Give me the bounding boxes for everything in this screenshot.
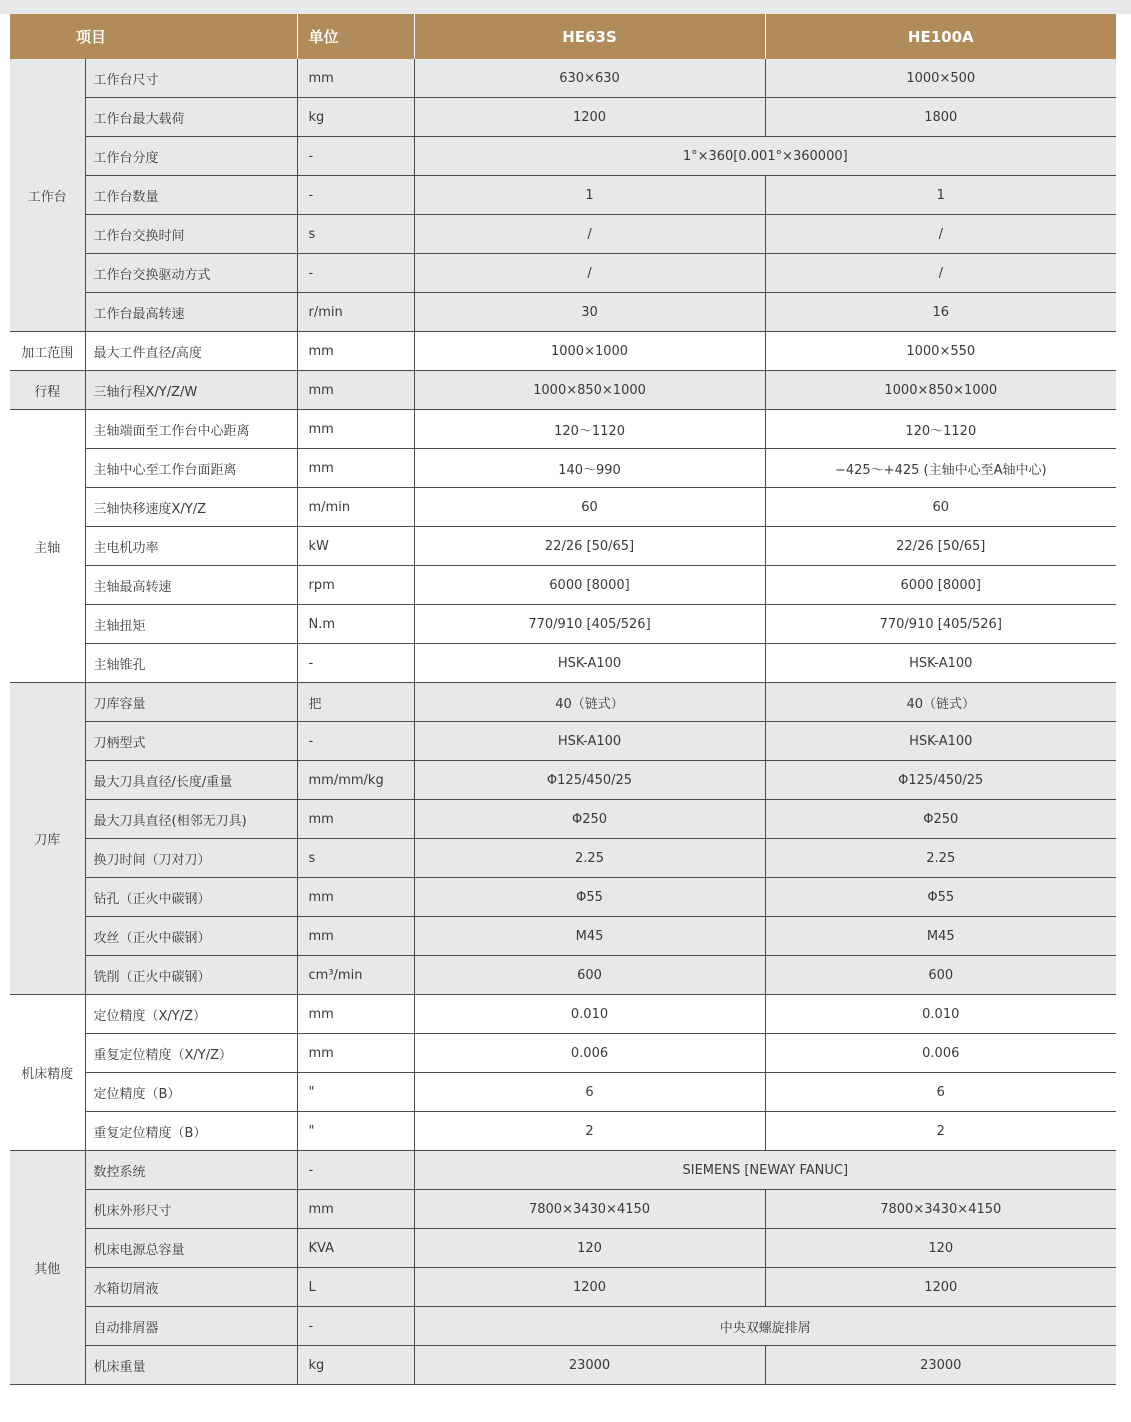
spec-value-model-1: HSK-A100 (414, 722, 765, 761)
spec-item: 换刀时间（刀对刀） (85, 839, 297, 878)
spec-unit: - (297, 137, 414, 176)
spec-value-model-1: 22/26 [50/65] (414, 527, 765, 566)
spec-unit: kg (297, 98, 414, 137)
spec-value-model-2: 6000 [8000] (765, 566, 1116, 605)
spec-value-model-1: 6 (414, 1073, 765, 1112)
spec-item: 三轴行程X/Y/Z/W (85, 371, 297, 410)
spec-item: 主轴端面至工作台中心距离 (85, 410, 297, 449)
spec-unit: kg (297, 1346, 414, 1385)
spec-unit: mm (297, 1190, 414, 1229)
spec-value-model-1: Φ250 (414, 800, 765, 839)
group-label: 刀库 (10, 683, 85, 995)
spec-row (10, 1151, 1116, 1190)
spec-value-model-1: Φ55 (414, 878, 765, 917)
spec-value-model-1: / (414, 215, 765, 254)
spec-row (10, 839, 1116, 878)
spec-value-model-1: 1 (414, 176, 765, 215)
spec-item: 工作台数量 (85, 176, 297, 215)
spec-value-model-2: 1200 (765, 1268, 1116, 1307)
spec-row (10, 1229, 1116, 1268)
spec-item: 钻孔（正火中碳钢） (85, 878, 297, 917)
spec-value-model-1: 2.25 (414, 839, 765, 878)
spec-value-shared: 中央双螺旋排屑 (414, 1307, 1116, 1346)
spec-row (10, 410, 1116, 449)
spec-row (10, 761, 1116, 800)
spec-value-model-1: 60 (414, 488, 765, 527)
spec-value-model-2: 770/910 [405/526] (765, 605, 1116, 644)
spec-row (10, 1268, 1116, 1307)
spec-unit: " (297, 1073, 414, 1112)
spec-value-model-2: HSK-A100 (765, 722, 1116, 761)
spec-value-model-1: 0.010 (414, 995, 765, 1034)
spec-item: 机床外形尺寸 (85, 1190, 297, 1229)
spec-row (10, 800, 1116, 839)
spec-value-model-2: 1 (765, 176, 1116, 215)
spec-row (10, 878, 1116, 917)
spec-value-model-1: Φ125/450/25 (414, 761, 765, 800)
spec-value-model-1: 7800×3430×4150 (414, 1190, 765, 1229)
group-label: 机床精度 (10, 995, 85, 1151)
spec-value-model-2: 16 (765, 293, 1116, 332)
spec-row (10, 1034, 1116, 1073)
spec-unit: mm (297, 995, 414, 1034)
spec-value-model-1: / (414, 254, 765, 293)
spec-item: 工作台交换时间 (85, 215, 297, 254)
group-label: 加工范围 (10, 332, 85, 371)
spec-value-model-2: / (765, 254, 1116, 293)
spec-item: 定位精度（X/Y/Z） (85, 995, 297, 1034)
spec-item: 自动排屑器 (85, 1307, 297, 1346)
header-unit: 单位 (297, 14, 414, 59)
spec-item: 工作台交换驱动方式 (85, 254, 297, 293)
spec-row (10, 566, 1116, 605)
spec-row (10, 995, 1116, 1034)
spec-unit: m/min (297, 488, 414, 527)
spec-unit: - (297, 176, 414, 215)
spec-value-model-2: 1000×500 (765, 59, 1116, 98)
spec-unit: mm (297, 1034, 414, 1073)
spec-value-model-2: 40（链式） (765, 683, 1116, 722)
spec-item: 最大刀具直径(相邻无刀具) (85, 800, 297, 839)
spec-value-model-1: 140～990 (414, 449, 765, 488)
spec-item: 铣削（正火中碳钢） (85, 956, 297, 995)
spec-value-model-2: 2.25 (765, 839, 1116, 878)
spec-unit: mm/mm/kg (297, 761, 414, 800)
spec-value-model-2: Φ125/450/25 (765, 761, 1116, 800)
header-model-1: HE63S (414, 14, 765, 59)
group-label: 工作台 (10, 59, 85, 332)
spec-row (10, 59, 1116, 98)
spec-row (10, 1112, 1116, 1151)
spec-value-model-2: 23000 (765, 1346, 1116, 1385)
spec-row (10, 293, 1116, 332)
spec-value-model-2: 0.006 (765, 1034, 1116, 1073)
spec-value-model-1: 120 (414, 1229, 765, 1268)
spec-value-model-1: 770/910 [405/526] (414, 605, 765, 644)
group-label: 其他 (10, 1151, 85, 1385)
spec-item: 刀库容量 (85, 683, 297, 722)
spec-unit: " (297, 1112, 414, 1151)
spec-value-model-1: 0.006 (414, 1034, 765, 1073)
spec-unit: s (297, 215, 414, 254)
spec-item: 定位精度（B） (85, 1073, 297, 1112)
spec-value-model-2: 1000×850×1000 (765, 371, 1116, 410)
spec-value-model-2: HSK-A100 (765, 644, 1116, 683)
spec-row (10, 527, 1116, 566)
spec-value-model-2: 2 (765, 1112, 1116, 1151)
spec-unit: L (297, 1268, 414, 1307)
spec-item: 工作台分度 (85, 137, 297, 176)
spec-value-model-1: 1000×850×1000 (414, 371, 765, 410)
spec-value-model-2: 120～1120 (765, 410, 1116, 449)
spec-item: 工作台最高转速 (85, 293, 297, 332)
spec-unit: mm (297, 449, 414, 488)
spec-row (10, 605, 1116, 644)
spec-value-model-1: M45 (414, 917, 765, 956)
spec-item: 主轴扭矩 (85, 605, 297, 644)
spec-item: 刀柄型式 (85, 722, 297, 761)
spec-unit: mm (297, 878, 414, 917)
spec-row (10, 488, 1116, 527)
spec-unit: mm (297, 917, 414, 956)
spec-row (10, 98, 1116, 137)
spec-row (10, 1073, 1116, 1112)
spec-item: 最大刀具直径/长度/重量 (85, 761, 297, 800)
spec-unit: mm (297, 59, 414, 98)
spec-row (10, 215, 1116, 254)
spec-item: 工作台最大载荷 (85, 98, 297, 137)
spec-value-model-2: 600 (765, 956, 1116, 995)
header-model-2: HE100A (765, 14, 1116, 59)
spec-unit: - (297, 1307, 414, 1346)
spec-unit: s (297, 839, 414, 878)
spec-unit: - (297, 1151, 414, 1190)
spec-item: 主电机功率 (85, 527, 297, 566)
spec-row (10, 332, 1116, 371)
spec-item: 工作台尺寸 (85, 59, 297, 98)
spec-row (10, 1346, 1116, 1385)
spec-unit: - (297, 254, 414, 293)
spec-value-model-1: 23000 (414, 1346, 765, 1385)
header-row (10, 14, 1116, 59)
spec-unit: kW (297, 527, 414, 566)
spec-value-model-1: 120～1120 (414, 410, 765, 449)
spec-value-model-1: 40（链式） (414, 683, 765, 722)
spec-unit: KVA (297, 1229, 414, 1268)
spec-row (10, 254, 1116, 293)
spec-value-model-1: 600 (414, 956, 765, 995)
spec-value-model-2: 1800 (765, 98, 1116, 137)
spec-table (10, 14, 1116, 1385)
spec-value-model-1: HSK-A100 (414, 644, 765, 683)
spec-unit: - (297, 644, 414, 683)
spec-value-model-1: 630×630 (414, 59, 765, 98)
spec-row (10, 137, 1116, 176)
spec-unit: 把 (297, 683, 414, 722)
spec-item: 机床电源总容量 (85, 1229, 297, 1268)
spec-item: 主轴中心至工作台面距离 (85, 449, 297, 488)
spec-row (10, 371, 1116, 410)
group-label: 行程 (10, 371, 85, 410)
header-item: 项目 (10, 14, 297, 59)
spec-value-model-2: M45 (765, 917, 1116, 956)
spec-item: 重复定位精度（X/Y/Z） (85, 1034, 297, 1073)
spec-item: 最大工件直径/高度 (85, 332, 297, 371)
spec-value-shared: SIEMENS [NEWAY FANUC] (414, 1151, 1116, 1190)
spec-row (10, 722, 1116, 761)
spec-value-model-2: Φ55 (765, 878, 1116, 917)
spec-value-model-2: 6 (765, 1073, 1116, 1112)
spec-item: 主轴锥孔 (85, 644, 297, 683)
spec-unit: cm³/min (297, 956, 414, 995)
spec-item: 重复定位精度（B） (85, 1112, 297, 1151)
spec-row (10, 917, 1116, 956)
spec-row (10, 1307, 1116, 1346)
spec-value-model-1: 1000×1000 (414, 332, 765, 371)
spec-item: 三轴快移速度X/Y/Z (85, 488, 297, 527)
spec-value-model-2: 1000×550 (765, 332, 1116, 371)
spec-unit: mm (297, 332, 414, 371)
spec-value-model-1: 1200 (414, 98, 765, 137)
spec-row (10, 683, 1116, 722)
spec-value-model-2: 0.010 (765, 995, 1116, 1034)
spec-unit: - (297, 722, 414, 761)
spec-value-model-2: 60 (765, 488, 1116, 527)
group-label: 主轴 (10, 410, 85, 683)
spec-value-model-2: / (765, 215, 1116, 254)
spec-unit: mm (297, 800, 414, 839)
spec-row (10, 1190, 1116, 1229)
spec-item: 主轴最高转速 (85, 566, 297, 605)
spec-row (10, 956, 1116, 995)
spec-unit: rpm (297, 566, 414, 605)
spec-value-model-2: −425～+425 (主轴中心至A轴中心) (765, 449, 1116, 488)
spec-value-model-2: 7800×3430×4150 (765, 1190, 1116, 1229)
spec-item: 水箱切屑液 (85, 1268, 297, 1307)
spec-value-model-1: 6000 [8000] (414, 566, 765, 605)
spec-row (10, 449, 1116, 488)
spec-row (10, 176, 1116, 215)
spec-unit: N.m (297, 605, 414, 644)
spec-item: 数控系统 (85, 1151, 297, 1190)
spec-value-model-1: 2 (414, 1112, 765, 1151)
spec-unit: mm (297, 371, 414, 410)
spec-value-model-1: 1200 (414, 1268, 765, 1307)
spec-item: 攻丝（正火中碳钢） (85, 917, 297, 956)
spec-value-model-2: 120 (765, 1229, 1116, 1268)
top-strip (0, 0, 1131, 14)
spec-item: 机床重量 (85, 1346, 297, 1385)
spec-value-model-2: 22/26 [50/65] (765, 527, 1116, 566)
spec-value-model-2: Φ250 (765, 800, 1116, 839)
spec-value-model-1: 30 (414, 293, 765, 332)
spec-value-shared: 1°×360[0.001°×360000] (414, 137, 1116, 176)
spec-row (10, 644, 1116, 683)
spec-unit: mm (297, 410, 414, 449)
spec-unit: r/min (297, 293, 414, 332)
spec-body (10, 59, 1116, 1385)
